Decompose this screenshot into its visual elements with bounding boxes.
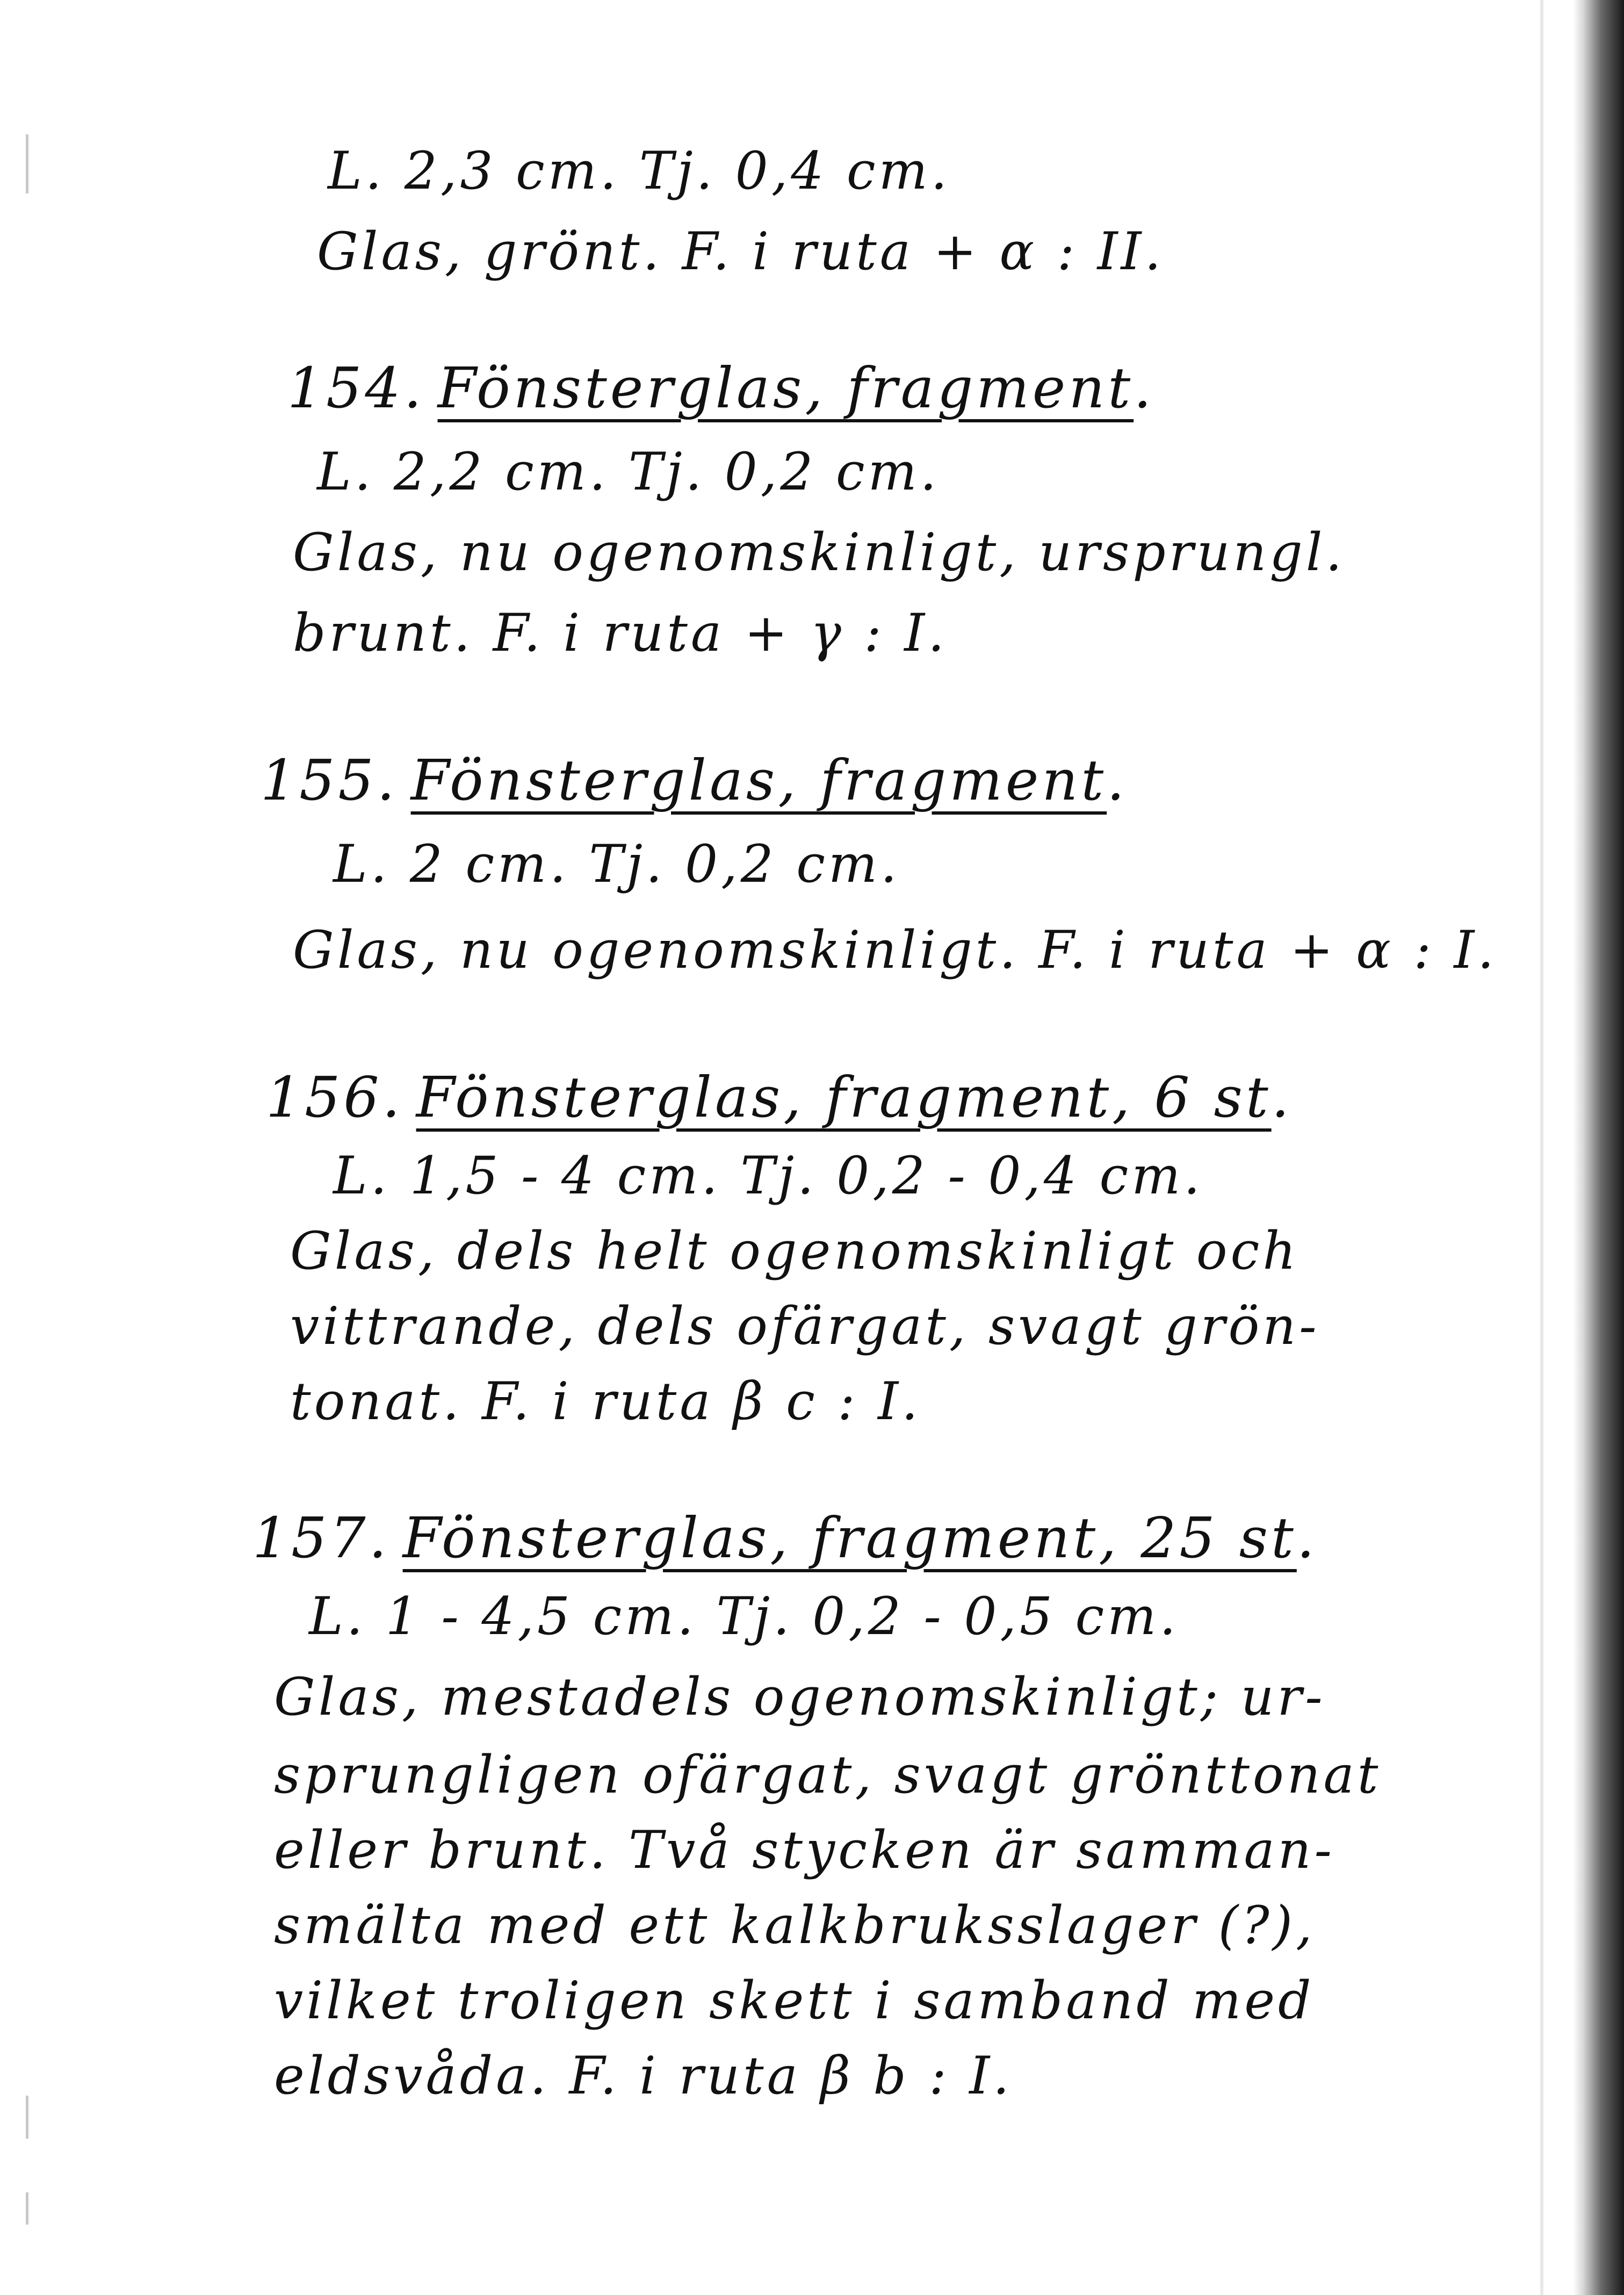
entry-title-end: . (1296, 1505, 1318, 1571)
entry-heading (261, 747, 1128, 813)
entry-line: smälta med ett kalkbruksslager (?), (274, 1895, 1316, 1955)
entry-title: Fönsterglas, fragment (410, 747, 1107, 813)
entry-line: eller brunt. Två stycken är samman- (274, 1820, 1335, 1880)
entry-number: 155. (261, 747, 398, 813)
entry-line: L. 2,2 cm. Tj. 0,2 cm. (317, 442, 940, 502)
entry-line: L. 2 cm. Tj. 0,2 cm. (333, 834, 900, 894)
entry-title-end: . (1271, 1064, 1293, 1130)
entry-title: Fönsterglas, fragment (437, 355, 1134, 421)
entry-title: Fönsterglas, fragment, 6 st (416, 1064, 1272, 1130)
entry-line: L. 1,5 - 4 cm. Tj. 0,2 - 0,4 cm. (333, 1146, 1203, 1206)
entry-heading (287, 355, 1155, 421)
entry-number: 157. (252, 1505, 390, 1571)
entry-heading (266, 1064, 1293, 1130)
entry-line: vilket troligen skett i samband med (274, 1970, 1315, 2031)
page-edge-line (1540, 0, 1543, 2295)
entry-line: Glas, nu ogenomskinligt, ursprungl. (293, 522, 1345, 582)
entry-line: Glas, dels helt ogenomskinligt och (290, 1221, 1300, 1281)
page-edge-shadow (1573, 0, 1624, 2295)
entry-line: Glas, mestadels ogenomskinligt; ur- (274, 1667, 1326, 1727)
gutter-mark (26, 2192, 28, 2225)
continuation-line: Glas, grönt. F. i ruta + α : II. (317, 221, 1164, 282)
entry-line: vittrande, dels ofärgat, svagt grön- (290, 1296, 1320, 1356)
entry-heading (252, 1505, 1318, 1571)
entry-number: 154. (287, 355, 425, 421)
entry-title-end: . (1107, 747, 1128, 813)
entry-line: Glas, nu ogenomskinligt. F. i ruta + α : I. (293, 920, 1497, 980)
entry-number: 156. (266, 1064, 403, 1130)
entry-title: Fönsterglas, fragment, 25 st (402, 1505, 1297, 1571)
entry-line: sprungligen ofärgat, svagt grönttonat (274, 1745, 1382, 1805)
gutter-mark (26, 134, 28, 193)
entry-line: brunt. F. i ruta + γ : I. (293, 603, 948, 663)
entry-line: eldsvåda. F. i ruta β b : I. (274, 2046, 1013, 2106)
entry-line: tonat. F. i ruta β c : I. (290, 1371, 921, 1431)
gutter-mark (26, 2096, 28, 2139)
entry-line: L. 1 - 4,5 cm. Tj. 0,2 - 0,5 cm. (309, 1586, 1179, 1646)
continuation-line: L. 2,3 cm. Tj. 0,4 cm. (328, 141, 951, 201)
entry-title-end: . (1134, 355, 1155, 421)
